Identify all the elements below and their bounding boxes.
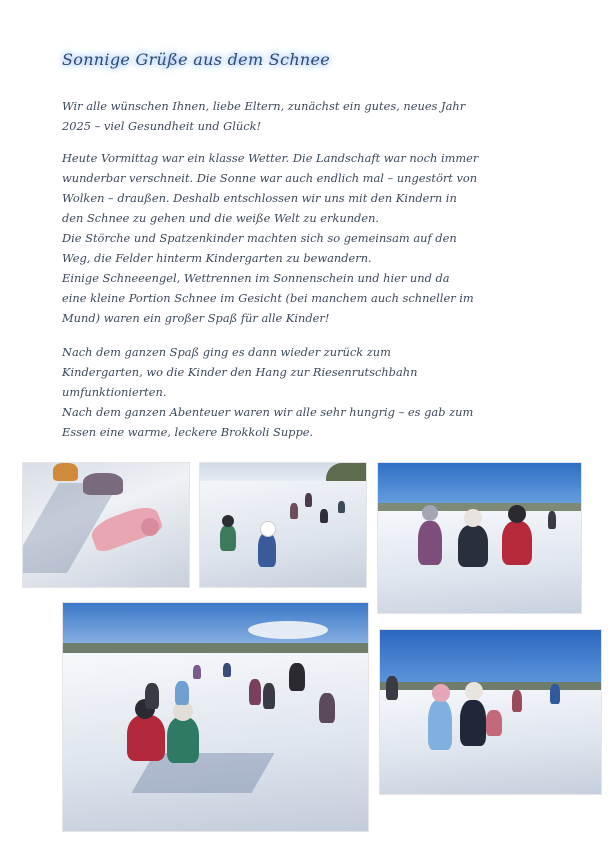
text-line: wunderbar verschneit. Die Sonne war auch endlich mal – ungestört von: [62, 171, 478, 185]
text-line: Heute Vormittag war ein klasse Wetter. Die Landschaft war noch immer: [62, 151, 479, 165]
page-title: Sonnige Grüße aus dem Schnee: [62, 50, 331, 69]
text-line: Nach dem ganzen Spaß ging es dann wieder zurück zum: [62, 345, 391, 359]
return-paragraph: [62, 342, 552, 442]
photo-group-children-hill: [62, 602, 369, 832]
text-line: eine kleine Portion Schnee im Gesicht (bei manchem auch schneller im: [62, 291, 474, 305]
photo-snow-angel: [22, 462, 190, 588]
photo-children-blue-sky: [379, 629, 602, 795]
text-line: Wir alle wünschen Ihnen, liebe Eltern, zunächst ein gutes, neues Jahr: [62, 99, 466, 113]
text-line: Essen eine warme, leckere Brokkoli Suppe.: [62, 425, 314, 439]
photo-children-walking-field: [199, 462, 367, 588]
text-line: Die Störche und Spatzenkinder machten sich so gemeinsam auf den: [62, 231, 457, 245]
story-paragraph: [62, 148, 552, 328]
text-line: Einige Schneeengel, Wettrennen im Sonnenschein und hier und da: [62, 271, 450, 285]
text-line: Wolken – draußen. Deshalb entschlossen wir uns mit den Kindern in: [62, 191, 457, 205]
text-line: Nach dem ganzen Abenteuer waren wir alle sehr hungrig – es gab zum: [62, 405, 474, 419]
text-line: Mund) waren ein großer Spaß für alle Kinder!: [62, 311, 330, 325]
text-line: den Schnee zu gehen und die weiße Welt zu erkunden.: [62, 211, 380, 225]
text-line: umfunktionierten.: [62, 385, 167, 399]
text-line: Weg, die Felder hinterm Kindergarten zu bewandern.: [62, 251, 372, 265]
text-line: 2025 – viel Gesundheit und Glück!: [62, 119, 262, 133]
greeting-paragraph: [62, 96, 552, 136]
text-line: Kindergarten, wo die Kinder den Hang zur Riesenrutschbahn: [62, 365, 418, 379]
photo-three-children-sunny-field: [377, 462, 582, 614]
